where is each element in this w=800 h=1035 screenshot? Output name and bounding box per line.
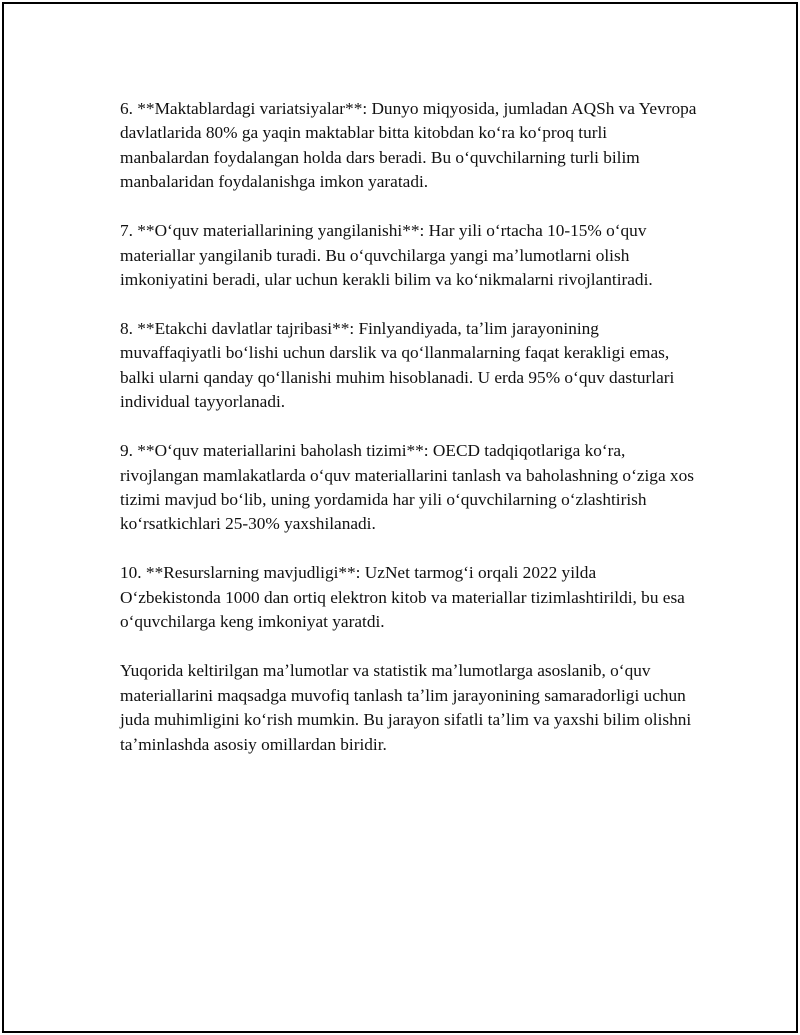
paragraph-leading-countries: 8. **Etakchi davlatlar tajribasi**: Finlyandiyada, taʼlim jarayonining muvaffaqiyatli boʻlishi uchun darslik va qoʻllanmalarning faqat kerakligi emas, balki ularni qanday qoʻllanishi muhim hisoblanadi. U erda 95% oʻquv dasturlari individual tayyorlanadi. [120,319,675,412]
paragraph-materials-updates: 7. **Oʻquv materiallarining yangilanishi**: Har yili oʻrtacha 10-15% oʻquv materiallar yangilanib turadi. Bu oʻquvchilarga yangi maʼlumotlarni olish imkoniyatini beradi, ular uchun kerakli bilim va koʻnikmalarni rivojlantiradi. [120,221,653,290]
document-page [2,2,798,1033]
document-body [120,97,700,782]
paragraph-school-variations: 6. **Maktablardagi variatsiyalar**: Dunyo miqyosida, jumladan AQSh va Yevropa davlatlarida 80% ga yaqin maktablar bitta kitobdan koʻra koʻproq turli manbalardan foydalangan holda dars beradi. Bu oʻquvchilarning turli bilim manbalaridan foydalanishga imkon yaratadi. [120,99,697,192]
paragraph-conclusion: Yuqorida keltirilgan maʼlumotlar va statistik maʼlumotlarga asoslanib, oʻquv materiallarini maqsadga muvofiq tanlash taʼlim jarayonining samaradorligi uchun juda muhimligini koʻrish mumkin. Bu jarayon sifatli taʼlim va yaxshi bilim olishni taʼminlashda asosiy omillardan biridir. [120,661,692,754]
paragraph-evaluation-system: 9. **Oʻquv materiallarini baholash tizimi**: OECD tadqiqotlariga koʻra, rivojlangan mamlakatlarda oʻquv materiallarini tanlash va baholashning oʻziga xos tizimi mavjud boʻlib, uning yordamida har yili oʻquvchilarning oʻzlashtirish koʻrsatkichlari 25-30% yaxshilanadi. [120,441,694,534]
paragraph-resources-availability: 10. **Resurslarning mavjudligi**: UzNet tarmogʻi orqali 2022 yilda Oʻzbekistonda 1000 dan ortiq elektron kitob va materiallar tizimlashtirildi, bu esa oʻquvchilarga keng imkoniyat yaratdi. [120,563,685,632]
